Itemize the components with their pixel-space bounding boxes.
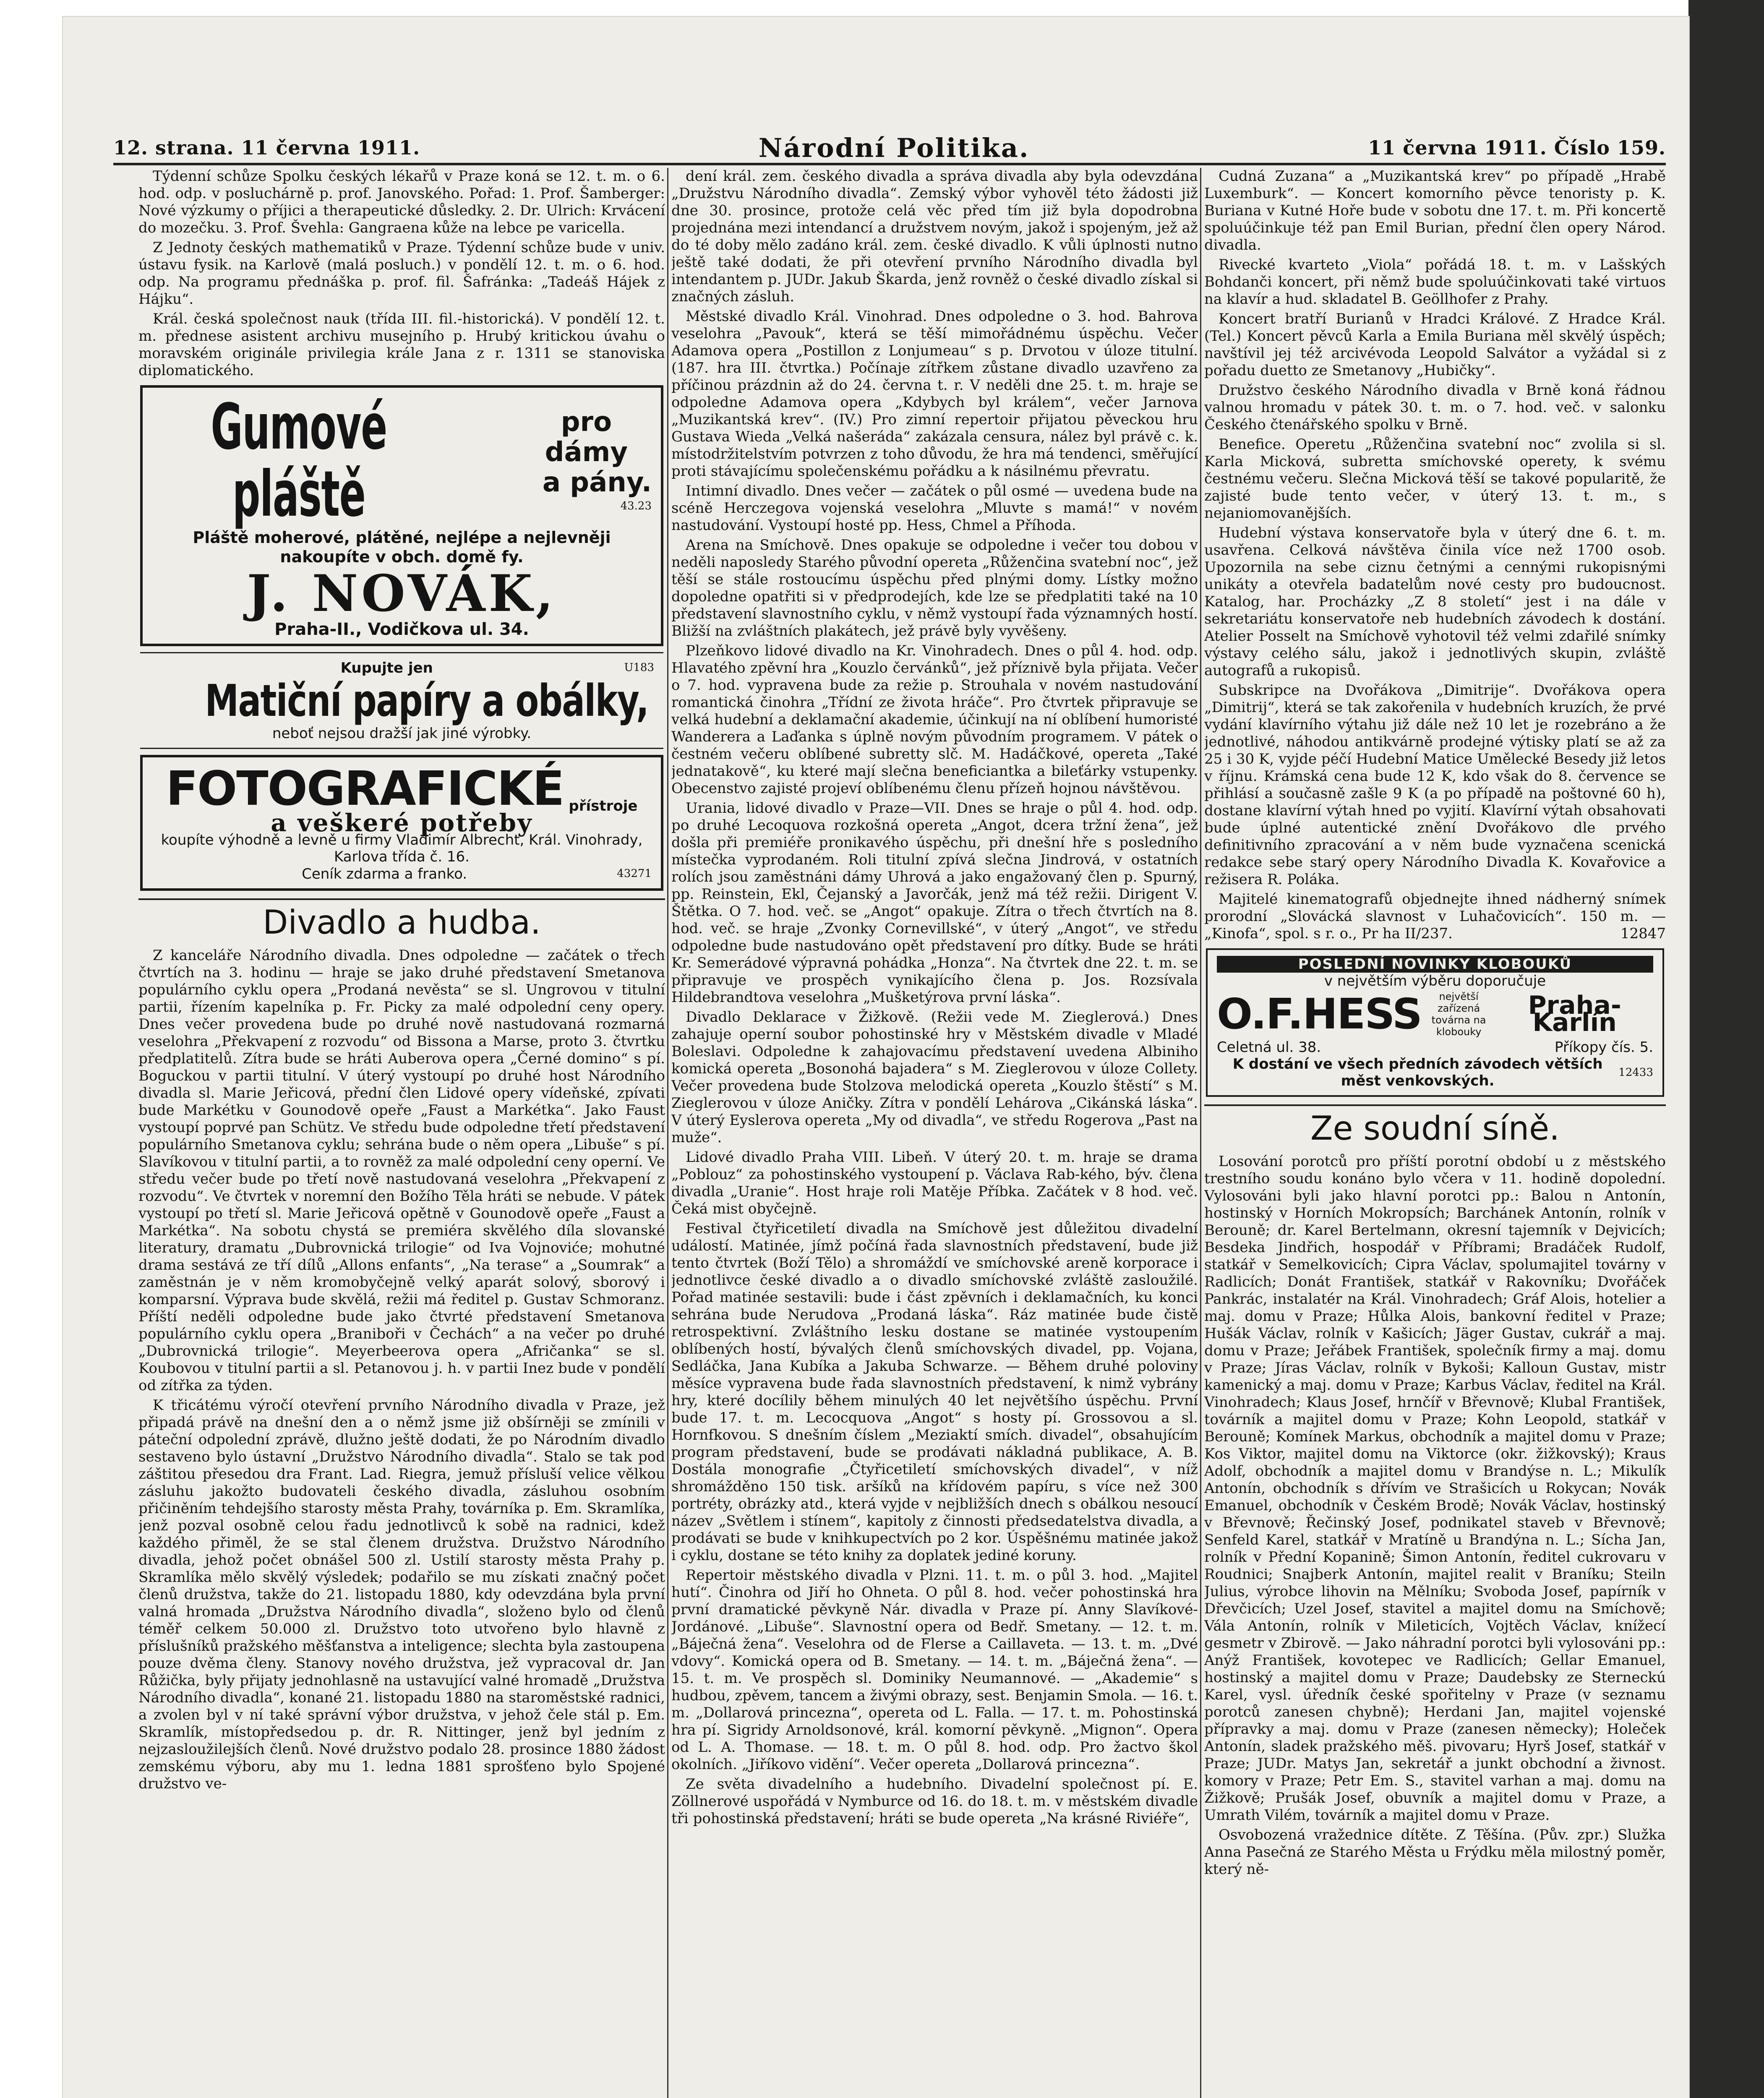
notice-text: Majitelé kinematografů objednejte ihned nádherný snímek prorodní „Slovácká slavnost v Luhačovicích“. 150 m. — „Kinofa“, spol. s r. o., Pr ha II/237. bbox=[1204, 891, 1666, 942]
article-paragraph: Festival čtyřicetiletí divadla na Smíchově jest důležitou divadelní událostí. Matinée, jímž počíná řada slavnostních představení, bude již tento čtvrtek (Boží Tělo) a shromáždí ve smíchovské areně korporace i jednotlivce české divadlo a o divadlo smíchovské zvláště zasloužilé. Pořad matinée sestavili: bude i část zpěvních i deklamačních, ku konci sehrána bude Nerudova „Prodaná láska“. Ráz matinée bude čistě retrospektivní. Zvláštního lesku dostane se matinée vystoupením oblíbených hostí, bývalých členů smíchovských divadel, pp. Vojana, Sedláčka, Jana Kubíka a Jakuba Schwarze. — Během druhé poloviny měsíce vypravena bude řada slavnostních představení, k nimž vybrány hry, které docílily během minulých 40 let největšího úspěchu. První bude 17. t. m. Lecocquova „Angot“ s hosty pí. Grossovou a sl. Hornfkovou. S dnešním číslem „Meziaktí smích. divadel“, obsahujícím program představení, bude se prodávati nákladná publikace, A. B. Dostála monografie „Čtyřicetiletí smíchovských divadel“, v níž shromážděno 150 tisk. aršíků na křídovém papíru, s více než 300 portréty, obrázky atd., která vyjde v nejbližších dnech s obálkou nesoucí název „Světlem i stínem“, kapitoly z činnosti předsedatelstva divadla, a prodávati se bude v knihkupectvích po 2 kor. Úspěšnému matinée jakož i cyklu, dostane se této knihy za doplatek jediné koruny. bbox=[671, 1220, 1198, 1564]
article-paragraph: Intimní divadlo. Dnes večer — začátek o půl osmé — uvedena bude na scéně Herczegova vojenská veselohra „Mluvte s mamá!“ v novém nastudování. Vystoupí hosté pp. Hess, Chmel a Příhoda. bbox=[671, 483, 1198, 534]
article-paragraph bbox=[1204, 891, 1666, 942]
advert-address: Praha-II., Vodičkova ul. 34. bbox=[274, 620, 529, 639]
advert-text: koupíte výhodně a levně u firmy Vladimír Albrecht, Král. Vinohrady, Karlova třída č. 16. bbox=[161, 832, 643, 865]
advert-headline: Gumové pláště bbox=[211, 391, 387, 531]
article-paragraph: Družstvo českého Národního divadla v Brně koná řádnou valnou hromadu v pátek 30. t. m. o 7. hod. več. v salonku Českého čtenářského spolku v Brně. bbox=[1204, 382, 1666, 433]
article-paragraph: Lidové divadlo Praha VIII. Libeň. V úterý 20. t. m. hraje se drama „Poblouz“ za pohostinského vystoupení p. Václava Rab-kého, býv. člena divadla „Uranie“. Host hraje roli Matěje Příbka. Začátek v 8 hod. več. Čeká mist obyčejně. bbox=[671, 1149, 1198, 1217]
advert-code: U183 bbox=[624, 661, 654, 674]
advert-code: 12433 bbox=[1618, 1066, 1653, 1079]
article-paragraph: Městské divadlo Král. Vinohrad. Dnes odpoledne o 3. hod. Bahrova veselohra „Pavouk“, která se těší mimořádnému úspěchu. Večer Adamova opera „Postillon z Lonjumeau“ s p. Drvotou v úloze titulní. (187. hra III. čtvrtka.) Počínaje zítřkem zůstane divadlo uzavřeno za příčinou prázdnin až do 24. června t. r. V neděli dne 25. t. m. hraje se odpoledne Adamova opera „Kdybych byl králem“, večer Jarnova „Muzikantská krev“. (IV.) Pro zimní repertoir přijatou pěveckou hru Gustava Wieda „Velká našeráda“ zakázala censura, nález byl právě c. k. místodržitelstvím potvrzen z toho důvodu, že hra má tendenci, směřující proti stávajícímu společenskému pořádku a k násilnému převratu. bbox=[671, 308, 1198, 480]
advert-subtitle: a veškeré potřeby bbox=[271, 809, 533, 837]
article-paragraph: Plzeňkovo lidové divadlo na Kr. Vinohradech. Dnes o půl 4. hod. odp. Hlavatého zpěvní hra „Kouzlo červánků“, jež příznivě byla přijata. Večer o 7. hod. vypravena bude za režie p. Strouhala v novém nastudování romantická činohra „Třídní ze života hráče“. Pro čtvrtek připravuje se velká hudební a deklamační akademie, účinkují na ní oblíbení humoristé Wanderera a Laďanka s úplně novým původním programem. V pátek o čestném večeru oblíbené subretty slč. M. Hadáčkové, opereta „Také jednatakově“, ku které mají slečna beneficiantka a bileťárky vstupenky. Obecenstvo zajisté projeví oblíbenému členu přízeň hojnou návštěvou. bbox=[671, 642, 1198, 797]
article-paragraph: Divadlo Deklarace v Žižkově. (Režii vede M. Zieglerová.) Dnes zahajuje operní soubor pohostinské hry v Městském divadle v Mladé Boleslavi. Odpoledne k zahajovacímu představení uvedena Albiniho komická opereta „Bosonohá bajadera“ s M. Zieglerovou v úloze Collety. Večer provedena bude Stolzova melodická opereta „Kouzlo štěstí“ s M. Zieglerovou v úloze Aničky. Zítra v pondělí Lehárova „Cikánská láska“. V úterý Eyslerova opereta „My od divadla“, ve středu Rogerova „Past na muže“. bbox=[671, 1009, 1198, 1146]
advert-side-line: pro dámy bbox=[545, 406, 628, 468]
advert-headline: Matiční papíry a obálky, bbox=[205, 675, 649, 726]
article-paragraph: K třicátému výročí otevření prvního Národního divadla v Praze, jež připadá právě na dnešní den a o němž jsme již obšírněji se zmínili v páteční odpolední zprávě, dlužno ještě dodati, že po Národním divadlo sestaveno bylo ústavní „Družstvo Národního divadla“. Stalo se tak pod záštitou přesedou dra Frant. Lad. Riegra, jemuž přísluší velice vělkou zásluhu jakožto budovateli českého divadla, zásluhou osobním přičiněním tehdejšího starosty města Prahy, továrníka p. Em. Skramlíka, jenž pozval osobně celou řadu jednotlivců k sobě na radnici, kdež každého přiměl, že se stal členem družstva. Družstvo Národního divadla, jehož počet obnášel 500 zl. Ustilí starosty města Prahy p. Skramlíka mělo skvělý výsledek; podařilo se mu získati značný počet členů družstva, takže do 21. listopadu 1880, kdy odevzdána byla první valná hromada „Družstva Národního divadla“, složeno bylo od členů téměř celkem 50.000 zl. Družstvo toto utvořeno bylo hlavně z příslušníků pražského měšťanstva a inteligence; slechta byla zastoupena pouze dvěma členy. Stanovy nového družstva, jež vypracoval dr. Jan Růžička, byly přijaty jednohlasně na ustavující valné hromadě „Družstva Národního divadla“, konané 21. listopadu 1880 na staroměstské radnici, a zvolen byl v ní také správní výbor družstva, v jehož čele stál p. Em. Skramlík, místopředsedou p. dr. R. Nittinger, jenž byl jedním z nejzasloužilejších členů. Nové družstvo podalo 28. prosince 1880 žádost zemskému výboru, aby mu 1. ledna 1881 sprošťeno bylo Spojené družstvo ve- bbox=[138, 1397, 665, 1792]
column-3 bbox=[1204, 168, 1666, 2098]
advert-row bbox=[1217, 989, 1653, 1039]
page-header bbox=[113, 131, 1666, 164]
article-paragraph: Losování porotců pro příští porotní období u z městského trestního soudu konáno bylo včera v 11. hodině dopolední. Vylosováni byli jako hlavní porotci pp.: Balou n Antonín, hostinský v Horních Mokropsích; Barchánek Antonín, rolník v Berouně; dr. Karel Bertelmann, okresní tajemník v Dejvicích; Besdeka Jindřich, hospodář v Příbrami; Bradáček Rudolf, statkář v Semelkovicích; Cipra Václav, spolumajitel továrny v Radlicích; Donát František, statkář v Rakovníku; Dvořáček Pankrác, instalatér na Král. Vinohradech; Gráf Alois, hotelier a maj. domu v Praze; Hůlka Alois, bankovní ředitel v Praze; Hušák Václav, rolník v Kašicích; Jäger Gustav, cukrář a maj. domu v Praze; Jeřábek František, společník firmy a maj. domu v Praze; Jíras Václav, rolník v Bykoši; Kalloun Gustav, mistr kamenický a maj. domu v Praze; Karbus Václav, ředitel na Král. Vinohradech; Klaus Josef, hrnčíř v Břevnově; Klubal František, továrník a majitel domu v Praze; Kohn Leopold, statkář v Berouně; Komínek Markus, obchodník a majitel domu v Praze; Kos Viktor, majitel domu na Viktorce (okr. žižkovský); Kraus Adolf, obchodník a majitel domu v Brandýse n. L.; Mikulík Antonín, obchodník s dřívím ve Strašicích u Rokycan; Novák Emanuel, obchodník v Českém Brodě; Novák Václav, hostinský v Břevnově; Řečinský Josef, podnikatel staveb v Břevnově; Senfeld Karel, statkář v Mratíně u Brandýna n. L.; Sícha Jan, rolník v Přední Kopanině; Šimon Antonín, ředitel cukrovaru v Roudnici; Snajberk Antonín, majitel realit v Braníku; Steiln Julius, výrobce lihovin na Mělníku; Svoboda Josef, papírník v Dřevčicích; Uzel Josef, stavitel a majitel domu na Smíchově; Vála Antonín, rolník v Mileticích, Vojtěch Václav, knížecí gesmetr v Zbirově. — Jako náhradní porotci byli vylosováni pp.: Anýž František, kovotepec ve Radlicích; Gellar Emanuel, hostinský a majitel domu v Praze; Daudebsky ze Sterneckú Karel, vysl. úředník české spořitelny v Praze (v seznamu porotců zanesen chybně); Herdani Jan, majitel vojenské přípravky a maj. domu v Praze (zanesen německy); Holeček Antonín, sladek pražského měš. pivovaru; Hyrš Josef, statkář v Praze; JUDr. Matys Jan, sekretář a junkt obchodní a živnost. komory v Praze; Petr Em. S., stavitel varhan a maj. domu na Žižkově; Prušák Josef, obuvník a majitel domu v Praze, a Umrath Vilém, továrník a majitel domu v Praze. bbox=[1204, 1153, 1666, 1824]
advert-top: POSLEDNÍ NOVINKY KLOBOUKŮ bbox=[1217, 956, 1653, 973]
advert-text: v největším výběru doporučuje bbox=[1324, 973, 1546, 989]
advert-code: 43.23 bbox=[620, 499, 652, 512]
advert-row bbox=[1217, 1039, 1653, 1056]
notice-code: 12847 bbox=[1620, 925, 1666, 942]
advert-side-line: a pány. bbox=[542, 467, 652, 498]
header-rule bbox=[113, 163, 1666, 165]
article-paragraph: Repertoir městského divadla v Plzni. 11. t. m. o půl 3. hod. „Majitel hutí“. Činohra od Jiří ho Ohneta. O půl 8. hod. večer pohostinská hra první dramatické pěvkyně Nár. divadla v Praze pí. Anny Slavíkové-Jordánové. „Libuše“. Slavnostní opera od Bedř. Smetany. — 12. t. m. „Báječná žena“. Veselohra od de Flerse a Caillaveta. — 13. t. m. „Dvé vdovy“. Komická opera od B. Smetany. — 14. t. m. „Báječná žena“. — 15. t. m. Ve prospěch sl. Dominiky Neumannové. — „Akademie“ s hudbou, zpěvem, tancem a živými obrazy, sest. Benjamin Smola. — 16. t. m. „Dollarová princezna“, opereta od L. Falla. — 17. t. m. Pohostinská hra pí. Sigridy Arnoldsonové, král. komorní pěvkyně. „Mignon“. Opera od L. A. Thomase. — 18. t. m. O půl 8. hod. odp. Pro žactvo škol okolních. „Jiříkovo vidění“. Večer opereta „Dollarová princezna“. bbox=[671, 1567, 1198, 1773]
advert-row bbox=[149, 659, 654, 676]
advert-side: přístroje bbox=[569, 798, 638, 814]
article-paragraph: dení král. zem. českého divadla a správa divadla aby byla odevzdána „Družstvu Národního divadla“. Zemský výbor vyhověl této žádosti již dne 30. prosince, protože celá věc před tím již byla dopodrobna projednána mezi intendancí a družstvem novým, jakož i spojeným, jež až do té doby mělo zadáno král. zem. české divadlo. K vůli úplnosti nutno ještě také dodati, že při otevření prvního Národního divadla byl intendantem p. JUDr. Jakub Škarda, jenž rovněž o české divadlo získal si značných zásluh. bbox=[671, 168, 1198, 305]
advert-text: Ceník zdarma a franko. bbox=[302, 865, 467, 882]
masthead-title: Národní Politika. bbox=[758, 132, 1030, 163]
advert-side bbox=[521, 407, 652, 515]
advert-text: největší zařízená továrna na klobouky bbox=[1431, 991, 1486, 1038]
scan-edge bbox=[1688, 0, 1764, 2098]
advert-headline: O.F.HESS bbox=[1217, 989, 1422, 1039]
article-paragraph: Subskripce na Dvořákova „Dimitrije“. Dvořákova opera „Dimitrij“, která se tak zakořenila v hudebních kruzích, že prvé vydání klavírního výtahu již dále než 10 let je rozebráno a že jednotlivé, náhodou antikvárně prodejné výtisky platí se až za 25 i 30 K, vyjde péčí Hudební Matice Umělecké Besedy již letos v říjnu. Krámská cena bude 12 K, kdo však do 8. července se přihlásí a současně zašle 9 K (a po případě na poštovné 60 h), dostane klavírní výtah hned po vyjití. Klavírní výtah obsahovati bude úplné autentické znění Dvořákovo dle prvého definitivního zpracování a v něm bude vyznačena scenická redakce sebe starý opery Národního Divadla K. Kovařovice a režisera R. Poláka. bbox=[1204, 682, 1666, 888]
advert-headline: FOTOGRAFICKÉ bbox=[166, 762, 564, 816]
article-paragraph: Král. česká společnost nauk (třída III. fil.-historická). V pondělí 12. t. m. přednese asistent archivu musejního p. Hrubý kritickou úvahu o moravském originále privilegia krále Jana z r. 1311 se stanoviska diplomatického. bbox=[138, 311, 665, 379]
article-paragraph: Arena na Smíchově. Dnes opakuje se odpoledne i večer tou dobou v neděli naposledy Starého původní opereta „Růženčina svatební noc“, jež těší se stále rostoucímu úspěchu před plnými domy. Lístky možno dopoledne opatřiti si v předprodejích, kde lze se předplatiti také na 10 představení slavnostního cyklu, v němž vystoupí řada významných hostí. Bližší na zvláštních plakátech, jež právě byly vyvěšeny. bbox=[671, 537, 1198, 639]
advert-row bbox=[152, 391, 652, 531]
advert-photo bbox=[140, 755, 663, 891]
advert-code: 43271 bbox=[617, 867, 652, 880]
section-heading: Ze soudní síně. bbox=[1204, 1104, 1666, 1148]
column-2 bbox=[671, 168, 1198, 2098]
article-paragraph: Z kanceláře Národního divadla. Dnes odpoledne — začátek o třech čtvrtích na 3. hodinu — hraje se jako druhé představení Smetanova populárního cyklu opera „Prodaná nevěsta“ se sl. Ungrovou v titulní partii, řízením kapelníka p. Fr. Picky za malé odpolední ceny opery. Dnes večer provedena bude po druhé nově nastudovaná rozmarná veselohra „Překvapení z rozvodu“ od Bissona a Marse, proto 3. čtvrtku předplatitelů. Zítra bude se hráti Auberova opera „Černé domino“ s pí. Boguckou v partii titulní. V úterý vystoupí po druhé host Národního divadla sl. Marie Jeřicová, přední člen Lidové opery vídeňské, zpívati bude Markétku v Gounodově opeře „Faust a Markétka“. Jako Faust vystoupí poprvé pan Schütz. Ve středu bude odpoledne třetí představení populárního Smetanova cyklu; sehrána bude o něm opera „Libuše“ s pí. Slavíkovou v titulní partii, a to rovněž za malé odpolední ceny operní. Ve středu večer bude po třetí nově nastudovaná veselohra „Překvapení z rozvodu“. Ve čtvrtek v noremní den Božího Těla hráti se nebude. V pátek vystoupí po třetí sl. Marie Jeřicová opětně v Gounodově opeře „Faust a Markétka“. Na sobotu chystá se premiéra skvělého díla slovanské literatury, dramatu „Dubrovnická trilogie“ od Iva Vojnoviće; mohutné drama sestává ze tří dílů „Allons enfants“, „Na terase“ a „Soumrak“ a zaměstnán je v něm kromobyčejně velký aparát solový, sborový i komparsní. Výprava bude skvělá, režii má ředitel p. Gustav Schmoranz. Příští neděli odpoledne bude jako čtvrté představení Smetanova populárního cyklu opera „Braniboři v Čechách“ a na večer po druhé „Dubrovnická trilogie“. Meyerbeerova opera „Afričanka“ se sl. Koubovou v titulní partii a sl. Petanovou j. h. v partii Inez bude v pondělí od zítřka za týden. bbox=[138, 947, 665, 1394]
advert-city: Praha-Karlín bbox=[1528, 991, 1621, 1037]
article-paragraph: Ze světa divadelního a hudebního. Divadelní společnost pí. E. Zöllnerové uspořádá v Nymburce od 16. do 18. t. m. v městském divadle tři pohostinská představení; hráti se bude opereta „Na krásné Riviéře“, bbox=[671, 1776, 1198, 1827]
advert-paper bbox=[140, 652, 663, 749]
section-heading: Divadlo a hudba. bbox=[138, 898, 665, 942]
advert-row bbox=[152, 865, 652, 882]
article-paragraph: Urania, lidové divadlo v Praze—VII. Dnes se hraje o půl 4. hod. odp. po druhé Lecoquova rozkošná opereta „Angot, dcera tržní žena“, jež došla při premiéře pronikavého úspěchu, při dnešní hře s posledního místečka vyprodaném. Roli titulní zpívá slečna Jindrová, v ostatních rolích jsou zaměstnáni dámy Uhrová a jako engažovaný člen p. Spurný, pp. Reinstein, Ekl, Čejanský a Javorčák, jenž má též režii. Dirigent V. Štětka. O 7. hod. več. se „Angot“ opakuje. Zítra o třech čtvrtích na 8. hod. več. se hraje „Zvonky Cornevillské“, v úterý „Angot“, ve středu odpoledne bude nastudováno opět představení pro dítky. Bude se hráti Kr. Semerádové výpravná pohádka „Honza“. Na čtvrtek dne 22. t. m. se připravuje ve prospěch vynikajícího člena p. Jos. Rozsívala Hildebrandtova veselohra „Mušketýrova první láska“. bbox=[671, 800, 1198, 1006]
article-paragraph: Benefice. Operetu „Růženčina svatební noc“ zvolila si sl. Karla Micková, subretta smíchovské operety, k svému čestnému večeru. Slečna Micková těší se takové popularitě, že zajisté bude tento večer, v úterý 13. t. m., s nejaniomovanějších. bbox=[1204, 436, 1666, 522]
article-paragraph: Cudná Zuzana“ a „Muzikantská krev“ po případě „Hrabě Luxemburk“. — Koncert komorního pěvce tenoristy p. K. Buriana v Kutné Hoře bude v sobotu dne 17. t. m. Při koncertě spoluúčinkuje též pan Emil Burian, přední člen opery Národ. divadla. bbox=[1204, 168, 1666, 253]
column-1 bbox=[138, 168, 665, 2098]
advert-text: neboť nejsou dražší jak jiné výrobky. bbox=[272, 725, 532, 742]
header-left: 12. strana. 11 června 1911. bbox=[113, 136, 420, 159]
article-paragraph: Koncert bratří Burianů v Hradci Králové. Z Hradce Král. (Tel.) Koncert pěvců Karla a Emila Buriana měl skvělý úspěch; navštívil jej též arcivévoda Leopold Salvátor a vyžádal si z pořadu duetto ze Smetanovy „Hubičky“. bbox=[1204, 311, 1666, 379]
advert-raincoats bbox=[140, 385, 663, 646]
advert-text: Pláště moherové, plátěné, nejlépe a nejlevněji nakoupíte v obch. domě fy. bbox=[193, 528, 611, 566]
advert-text: K dostání ve všech předních závodech větších měst venkovských. bbox=[1232, 1056, 1603, 1089]
header-right: 11 června 1911. Číslo 159. bbox=[1368, 136, 1666, 159]
article-paragraph: Z Jednoty českých mathematiků v Praze. Týdenní schůze bude v univ. ústavu fysik. na Karlově (malá posluch.) v pondělí 12. t. m. o 6. hod. odp. Na programu přednáška p. prof. fil. Šafránka: „Tadeáš Hájek z Hájku“. bbox=[138, 239, 665, 308]
article-paragraph: Rivecké kvarteto „Viola“ pořádá 18. t. m. v Lašských Bohdanči koncert, při němž bude spoluúčinkovati také virtuos na klavír a hud. skladatel B. Geöllhofer z Prahy. bbox=[1204, 256, 1666, 308]
advert-top: Kupujte jen bbox=[340, 659, 433, 676]
article-paragraph: Týdenní schůze Spolku českých lékařů v Praze koná se 12. t. m. o 6. hod. odp. v posluchárně p. prof. Janovského. Pořad: 1. Prof. Šamberger: Nové výzkumy o příjici a therapeutické důsledky. 2. Dr. Ulrich: Krvácení do mozečku. 3. Prof. Švehla: Gangraena kůže na lebce pe varicella. bbox=[138, 168, 665, 236]
article-paragraph: Hudební výstava konservatoře byla v úterý dne 6. t. m. usavřena. Celková návštěva činila více než 1700 osob. Upozornila na sebe ciznu četnými a cennými rukopisnými unikáty a otevřela badatelům nové cesty pro budoucnost. Katalog, har. Procházky „Z 8 století“ jest i na dále v sekretariátu konservatoře neb hudebních závodech k dostání. Atelier Posselt na Smíchově vyhotovil též velmi zdařilé snímky výstavy celého sálu, jakož i jednotlivých skupin, zvláště autografů a rukopisů. bbox=[1204, 524, 1666, 679]
advert-address: Příkopy čís. 5. bbox=[1554, 1039, 1653, 1056]
advert-row bbox=[1217, 1056, 1653, 1089]
advert-hats bbox=[1206, 948, 1664, 1097]
advert-firm: J. NOVÁK, bbox=[247, 564, 557, 623]
column-separator bbox=[1200, 168, 1201, 2098]
article-paragraph: Osvobozená vražednice dítěte. Z Těšína. (Pův. zpr.) Služka Anna Pasečná ze Starého Města u Frýdku měla milostný poměr, který ně- bbox=[1204, 1827, 1666, 1878]
column-separator bbox=[667, 168, 668, 2098]
advert-address: Celetná ul. 38. bbox=[1217, 1039, 1321, 1056]
advert-row bbox=[152, 763, 652, 814]
